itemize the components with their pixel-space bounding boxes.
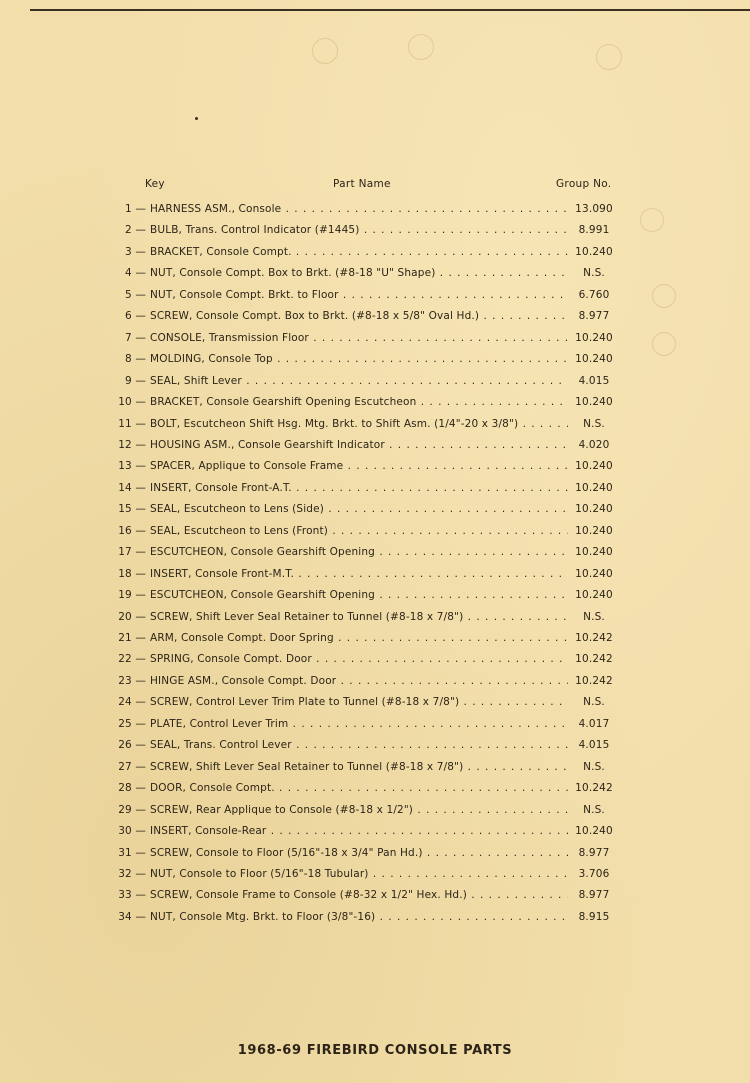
item-group-number: 10.242 [575, 674, 613, 687]
item-group-number: 10.240 [575, 567, 613, 580]
table-row [0, 847, 750, 867]
item-description: NUT, Console Compt. Box to Brkt. (#8-18 "U" Shape) . . . [150, 267, 568, 279]
item-description: CONSOLE, Transmission Floor . . . [150, 332, 568, 344]
table-row [0, 224, 750, 244]
item-description: HOUSING ASM., Console Gearshift Indicator . . . [150, 439, 568, 451]
item-key: 32 — [118, 867, 146, 880]
item-description: SCREW, Rear Applique to Console (#8-18 x 1/2") . . . [150, 804, 568, 816]
table-row [0, 375, 750, 395]
item-group-number: 10.240 [575, 481, 613, 494]
item-description: BOLT, Escutcheon Shift Hsg. Mtg. Brkt. to Shift Asm. (1/4"-20 x 3/8") . . . [150, 418, 568, 430]
item-group-number: N.S. [583, 417, 605, 430]
table-row [0, 267, 750, 287]
table-row [0, 653, 750, 673]
table-row [0, 396, 750, 416]
item-key: 9 — [125, 374, 146, 387]
item-key: 21 — [118, 632, 146, 644]
table-row [0, 675, 750, 695]
bleed-through-mark [408, 34, 434, 60]
table-row [0, 868, 750, 888]
table-row [0, 739, 750, 759]
item-group-number: 4.020 [578, 438, 610, 451]
item-key: 15 — [118, 503, 146, 516]
item-description: BRACKET, Console Compt. . . . [150, 246, 568, 258]
item-key: 3 — [125, 245, 146, 258]
item-group-number: 6.760 [578, 288, 610, 301]
header-key: Key [145, 178, 165, 190]
table-row [0, 718, 750, 738]
item-group-number: 8.991 [578, 224, 610, 237]
item-description: SPRING, Console Compt. Door . . . [150, 653, 568, 665]
table-row [0, 589, 750, 609]
item-key: 16 — [118, 524, 146, 537]
table-row [0, 632, 750, 652]
table-row [0, 482, 750, 502]
item-key: 4 — [125, 267, 146, 280]
table-row [0, 503, 750, 523]
item-group-number: 10.240 [575, 503, 613, 516]
item-group-number: N.S. [583, 760, 605, 773]
item-description: SCREW, Console Compt. Box to Brkt. (#8-18 x 5/8" Oval Hd.) . . . [150, 310, 568, 322]
item-group-number: 10.242 [575, 653, 613, 666]
item-description: SCREW, Shift Lever Seal Retainer to Tunnel (#8-18 x 7/8") . . . [150, 611, 568, 623]
bleed-through-mark [312, 38, 338, 64]
item-key: 20 — [118, 610, 146, 623]
item-description: SCREW, Shift Lever Seal Retainer to Tunnel (#8-18 x 7/8") . . . [150, 761, 568, 773]
table-row [0, 525, 750, 545]
item-key: 29 — [118, 803, 146, 816]
table-row [0, 418, 750, 438]
item-group-number: N.S. [583, 696, 605, 709]
item-group-number: 4.015 [578, 374, 610, 387]
item-description: PLATE, Control Lever Trim . . . [150, 718, 568, 730]
item-key: 6 — [125, 310, 146, 323]
item-key: 10 — [118, 396, 146, 409]
item-description: SCREW, Control Lever Trim Plate to Tunnel (#8-18 x 7/8") . . . [150, 696, 568, 708]
item-description: SEAL, Shift Lever . . . [150, 375, 568, 387]
item-description: NUT, Console Compt. Brkt. to Floor . . . [150, 289, 568, 301]
item-description: SCREW, Console Frame to Console (#8-32 x 1/2" Hex. Hd.) . . . [150, 889, 568, 901]
item-description: INSERT, Console-Rear . . . [150, 825, 568, 837]
table-row [0, 696, 750, 716]
item-group-number: 3.706 [578, 867, 610, 880]
table-row [0, 568, 750, 588]
item-group-number: N.S. [583, 610, 605, 623]
item-key: 23 — [118, 674, 146, 687]
table-row [0, 546, 750, 566]
item-description: NUT, Console Mtg. Brkt. to Floor (3/8"-16) . . . [150, 911, 568, 923]
page-title: 1968-69 FIREBIRD CONSOLE PARTS [237, 1043, 513, 1058]
item-key: 17 — [118, 546, 146, 559]
item-description: HARNESS ASM., Console . . . [150, 203, 568, 215]
item-group-number: 10.240 [575, 524, 613, 537]
item-description: HINGE ASM., Console Compt. Door . . . [150, 675, 568, 687]
item-group-number: 10.240 [575, 589, 613, 602]
item-key: 7 — [125, 331, 146, 344]
item-group-number: 13.090 [575, 203, 613, 215]
item-description: MOLDING, Console Top . . . [150, 353, 568, 365]
item-key: 30 — [118, 825, 146, 838]
item-group-number: 10.242 [575, 782, 613, 795]
item-key: 27 — [118, 760, 146, 773]
item-key: 26 — [118, 739, 146, 752]
item-group-number: 10.240 [575, 331, 613, 344]
item-group-number: 10.240 [575, 245, 613, 258]
item-key: 2 — [125, 224, 146, 237]
item-group-number: N.S. [583, 267, 605, 280]
item-group-number: N.S. [583, 803, 605, 816]
item-key: 25 — [118, 717, 146, 730]
item-group-number: 10.242 [575, 632, 613, 644]
table-row [0, 332, 750, 352]
item-group-number: 8.977 [578, 889, 610, 902]
item-description: BRACKET, Console Gearshift Opening Escutcheon . . . [150, 396, 568, 408]
item-description: SPACER, Applique to Console Frame . . . [150, 460, 568, 472]
bleed-through-mark [596, 44, 622, 70]
item-key: 8 — [125, 353, 146, 366]
table-row [0, 310, 750, 330]
item-description: INSERT, Console Front-M.T. . . . [150, 568, 568, 580]
item-description: ESCUTCHEON, Console Gearshift Opening . . . [150, 589, 568, 601]
table-row [0, 804, 750, 824]
header-part-name: Part Name [333, 178, 391, 190]
item-description: INSERT, Console Front-A.T. . . . [150, 482, 568, 494]
item-group-number: 10.240 [575, 353, 613, 366]
item-description: SEAL, Escutcheon to Lens (Side) . . . [150, 503, 568, 515]
table-row [0, 825, 750, 845]
table-row [0, 246, 750, 266]
item-key: 24 — [118, 696, 146, 709]
table-row [0, 611, 750, 631]
item-group-number: 8.977 [578, 846, 610, 859]
item-description: SCREW, Console to Floor (5/16"-18 x 3/4" Pan Hd.) . . . [150, 847, 568, 859]
item-description: DOOR, Console Compt. . . . [150, 782, 568, 794]
item-key: 1 — [125, 203, 146, 215]
table-row [0, 353, 750, 373]
item-key: 19 — [118, 589, 146, 602]
header-group-no: Group No. [556, 178, 612, 190]
table-row [0, 460, 750, 480]
item-group-number: 10.240 [575, 396, 613, 409]
item-key: 13 — [118, 460, 146, 473]
item-key: 11 — [118, 417, 146, 430]
table-row [0, 761, 750, 781]
table-row [0, 911, 750, 931]
item-key: 18 — [118, 567, 146, 580]
item-key: 14 — [118, 481, 146, 494]
table-row [0, 289, 750, 309]
top-rule [30, 9, 750, 11]
item-group-number: 4.015 [578, 739, 610, 752]
item-group-number: 8.915 [578, 910, 610, 923]
item-key: 12 — [118, 438, 146, 451]
ink-speck [195, 117, 198, 120]
item-group-number: 10.240 [575, 825, 613, 838]
item-key: 22 — [118, 653, 146, 666]
item-group-number: 8.977 [578, 310, 610, 323]
item-group-number: 4.017 [578, 717, 610, 730]
item-description: NUT, Console to Floor (5/16"-18 Tubular) . . . [150, 868, 568, 880]
item-description: ARM, Console Compt. Door Spring . . . [150, 632, 568, 644]
item-key: 28 — [118, 782, 146, 795]
item-description: SEAL, Escutcheon to Lens (Front) . . . [150, 525, 568, 537]
item-description: BULB, Trans. Control Indicator (#1445) . . . [150, 224, 568, 236]
table-row [0, 889, 750, 909]
table-row [0, 439, 750, 459]
item-description: SEAL, Trans. Control Lever . . . [150, 739, 568, 751]
item-key: 34 — [118, 910, 146, 923]
item-key: 5 — [125, 288, 146, 301]
item-key: 31 — [118, 846, 146, 859]
table-row [0, 782, 750, 802]
table-row [0, 203, 750, 223]
item-description: ESCUTCHEON, Console Gearshift Opening . . . [150, 546, 568, 558]
item-key: 33 — [118, 889, 146, 902]
item-group-number: 10.240 [575, 460, 613, 473]
item-group-number: 10.240 [575, 546, 613, 559]
